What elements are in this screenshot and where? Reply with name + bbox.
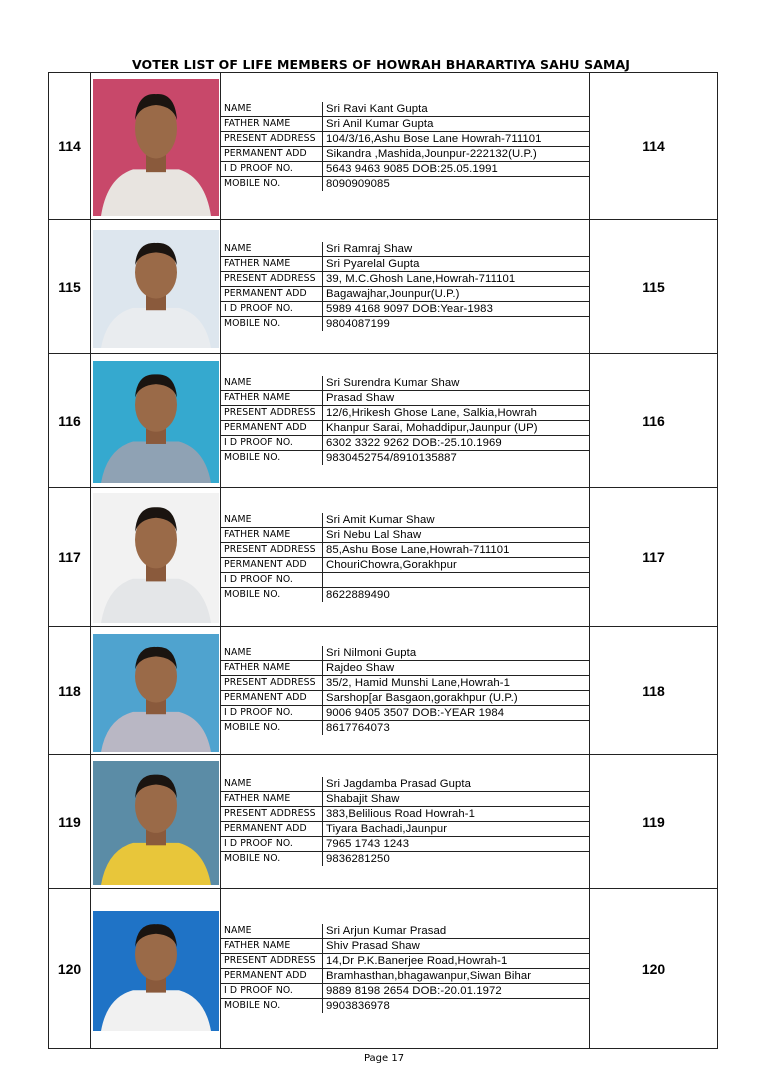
label-father: FATHER NAME	[221, 257, 323, 272]
label-mobile: MOBILE NO.	[221, 451, 323, 466]
member-row	[49, 354, 718, 488]
value-father: Rajdeo Shaw	[323, 661, 590, 676]
label-mobile: MOBILE NO.	[221, 317, 323, 332]
label-permanent: PERMANENT ADD	[221, 969, 323, 984]
serial-number-right: 120	[590, 889, 718, 1049]
value-name: Sri Arjun Kumar Prasad	[323, 924, 590, 939]
value-name: Sri Ramraj Shaw	[323, 242, 590, 257]
label-mobile: MOBILE NO.	[221, 176, 323, 191]
member-row	[49, 889, 718, 1049]
member-photo	[93, 634, 219, 752]
label-mobile: MOBILE NO.	[221, 721, 323, 736]
value-present: 35/2, Hamid Munshi Lane,Howrah-1	[323, 676, 590, 691]
member-photo	[93, 911, 219, 1031]
serial-number-right: 116	[590, 354, 718, 488]
member-details	[221, 889, 590, 1049]
member-photo	[93, 230, 219, 348]
label-idproof: I D PROOF NO.	[221, 436, 323, 451]
value-idproof: 7965 1743 1243	[323, 837, 590, 852]
value-father: Shabajit Shaw	[323, 792, 590, 807]
serial-number-right: 119	[590, 755, 718, 889]
value-idproof	[323, 572, 590, 587]
photo-cell	[91, 889, 221, 1049]
page-title: VOTER LIST OF LIFE MEMBERS OF HOWRAH BHARARTIYA SAHU SAMAJ	[131, 57, 631, 72]
value-mobile: 8622889490	[326, 588, 390, 601]
value-father: Sri Pyarelal Gupta	[323, 257, 590, 272]
value-permanent: ChouriChowra,Gorakhpur	[323, 557, 590, 572]
label-permanent: PERMANENT ADD	[221, 146, 323, 161]
value-mobile: 9830452754/8910135887	[326, 452, 457, 464]
serial-number-right: 115	[590, 220, 718, 354]
value-mobile: 8090909085	[326, 177, 390, 190]
label-present: PRESENT ADDRESS	[221, 406, 323, 421]
label-permanent: PERMANENT ADD	[221, 287, 323, 302]
value-present: 85,Ashu Bose Lane,Howrah-711101	[323, 542, 590, 557]
label-father: FATHER NAME	[221, 661, 323, 676]
value-permanent: Tiyara Bachadi,Jaunpur	[323, 822, 590, 837]
member-row	[49, 488, 718, 627]
photo-cell	[91, 755, 221, 889]
member-details	[221, 73, 590, 220]
label-permanent: PERMANENT ADD	[221, 421, 323, 436]
value-present: 39, M.C.Ghosh Lane,Howrah-711101	[323, 272, 590, 287]
member-photo	[93, 761, 219, 885]
serial-number: 117	[49, 488, 91, 627]
member-details	[221, 354, 590, 488]
member-row	[49, 220, 718, 354]
value-idproof: 5643 9463 9085 DOB:25.05.1991	[323, 161, 590, 176]
photo-cell	[91, 73, 221, 220]
label-idproof: I D PROOF NO.	[221, 572, 323, 587]
member-photo	[93, 361, 219, 483]
member-row	[49, 627, 718, 755]
label-present: PRESENT ADDRESS	[221, 807, 323, 822]
label-father: FATHER NAME	[221, 527, 323, 542]
label-idproof: I D PROOF NO.	[221, 161, 323, 176]
value-name: Sri Ravi Kant Gupta	[323, 102, 590, 117]
label-mobile: MOBILE NO.	[221, 999, 323, 1014]
serial-number: 116	[49, 354, 91, 488]
serial-number: 115	[49, 220, 91, 354]
serial-number: 119	[49, 755, 91, 889]
label-present: PRESENT ADDRESS	[221, 542, 323, 557]
serial-number-right: 114	[590, 73, 718, 220]
label-present: PRESENT ADDRESS	[221, 272, 323, 287]
value-father: Sri Nebu Lal Shaw	[323, 527, 590, 542]
serial-number: 118	[49, 627, 91, 755]
value-present: 104/3/16,Ashu Bose Lane Howrah-711101	[323, 131, 590, 146]
value-father: Shiv Prasad Shaw	[323, 939, 590, 954]
value-present: 12/6,Hrikesh Ghose Lane, Salkia,Howrah	[323, 406, 590, 421]
label-name: NAME	[221, 102, 323, 117]
photo-cell	[91, 627, 221, 755]
value-present: 14,Dr P.K.Banerjee Road,Howrah-1	[323, 954, 590, 969]
label-name: NAME	[221, 924, 323, 939]
value-mobile: 9804087199	[326, 318, 390, 330]
serial-number: 114	[49, 73, 91, 220]
member-row	[49, 755, 718, 889]
serial-number-right: 118	[590, 627, 718, 755]
label-present: PRESENT ADDRESS	[221, 676, 323, 691]
member-photo	[93, 493, 219, 623]
value-present: 383,Belilious Road Howrah-1	[323, 807, 590, 822]
serial-number-right: 117	[590, 488, 718, 627]
value-idproof: 6302 3322 9262 DOB:-25.10.1969	[323, 436, 590, 451]
member-table	[48, 72, 718, 1049]
member-details	[221, 755, 590, 889]
member-details	[221, 488, 590, 627]
value-mobile: 9836281250	[326, 853, 390, 865]
label-idproof: I D PROOF NO.	[221, 984, 323, 999]
page-number: Page 17	[363, 1053, 405, 1064]
value-idproof: 9889 8198 2654 DOB:-20.01.1972	[323, 984, 590, 999]
member-details	[221, 220, 590, 354]
value-idproof: 5989 4168 9097 DOB:Year-1983	[323, 302, 590, 317]
label-permanent: PERMANENT ADD	[221, 691, 323, 706]
photo-cell	[91, 220, 221, 354]
value-name: Sri Jagdamba Prasad Gupta	[323, 777, 590, 792]
label-name: NAME	[221, 777, 323, 792]
label-father: FATHER NAME	[221, 116, 323, 131]
photo-cell	[91, 354, 221, 488]
member-photo	[93, 79, 219, 216]
photo-cell	[91, 488, 221, 627]
label-present: PRESENT ADDRESS	[221, 131, 323, 146]
value-idproof: 9006 9405 3507 DOB:-YEAR 1984	[323, 706, 590, 721]
label-father: FATHER NAME	[221, 391, 323, 406]
label-present: PRESENT ADDRESS	[221, 954, 323, 969]
label-name: NAME	[221, 513, 323, 528]
label-father: FATHER NAME	[221, 792, 323, 807]
value-name: Sri Nilmoni Gupta	[323, 646, 590, 661]
label-name: NAME	[221, 242, 323, 257]
value-father: Prasad Shaw	[323, 391, 590, 406]
label-name: NAME	[221, 646, 323, 661]
serial-number: 120	[49, 889, 91, 1049]
value-name: Sri Amit Kumar Shaw	[323, 513, 590, 528]
label-father: FATHER NAME	[221, 939, 323, 954]
value-mobile: 8617764073	[326, 722, 390, 734]
value-permanent: Khanpur Sarai, Mohaddipur,Jaunpur (UP)	[323, 421, 590, 436]
value-mobile: 9903836978	[326, 1000, 390, 1012]
label-idproof: I D PROOF NO.	[221, 302, 323, 317]
member-details	[221, 627, 590, 755]
value-father: Sri Anil Kumar Gupta	[323, 116, 590, 131]
label-mobile: MOBILE NO.	[221, 587, 323, 602]
value-permanent: Sarshop[ar Basgaon,gorakhpur (U.P.)	[323, 691, 590, 706]
label-name: NAME	[221, 376, 323, 391]
value-permanent: Bramhasthan,bhagawanpur,Siwan Bihar	[323, 969, 590, 984]
label-permanent: PERMANENT ADD	[221, 557, 323, 572]
value-permanent: Bagawajhar,Jounpur(U.P.)	[323, 287, 590, 302]
member-row	[49, 73, 718, 220]
label-mobile: MOBILE NO.	[221, 852, 323, 867]
label-idproof: I D PROOF NO.	[221, 706, 323, 721]
label-permanent: PERMANENT ADD	[221, 822, 323, 837]
value-name: Sri Surendra Kumar Shaw	[323, 376, 590, 391]
value-permanent: Sikandra ,Mashida,Jounpur-222132(U.P.)	[323, 146, 590, 161]
label-idproof: I D PROOF NO.	[221, 837, 323, 852]
